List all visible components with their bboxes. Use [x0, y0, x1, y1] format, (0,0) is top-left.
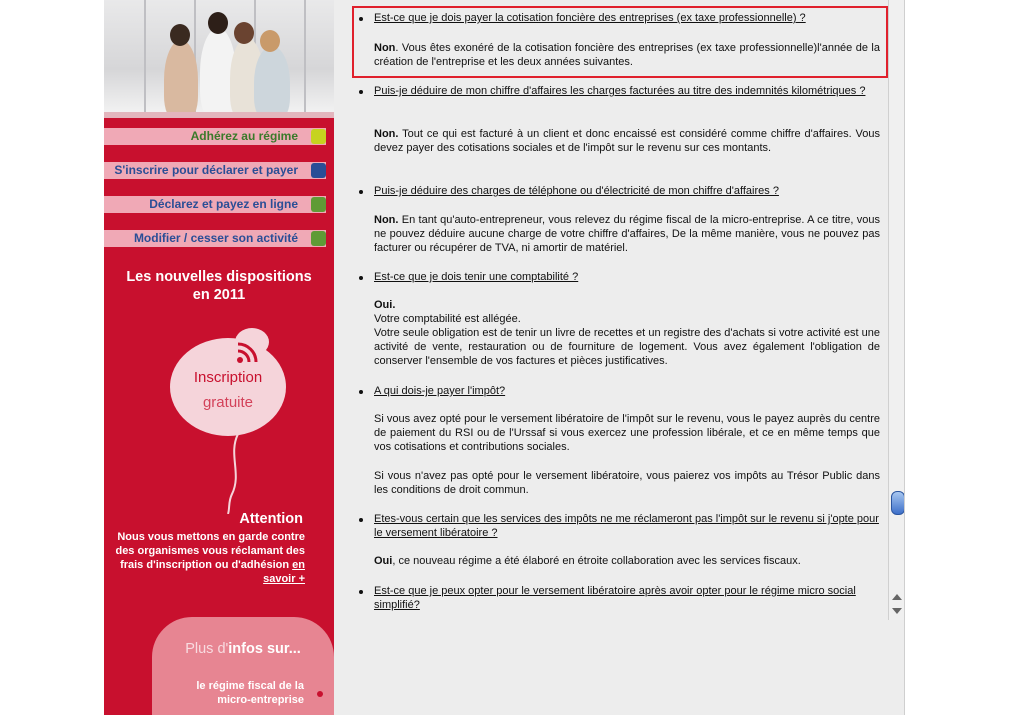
- bullet-icon: [359, 90, 363, 94]
- bullet-icon: [359, 590, 363, 594]
- faq-question[interactable]: Est-ce que je peux opter pour le versement libératoire après avoir opter pour le régime micro social simplifié?: [374, 585, 856, 611]
- menu-bullet-icon: [311, 197, 326, 212]
- vertical-scrollbar[interactable]: [888, 0, 905, 620]
- bullet-icon: [359, 518, 363, 522]
- attention-link[interactable]: en savoir +: [263, 559, 305, 585]
- menu-label: Adhérez au régime: [190, 129, 298, 143]
- menu-item-inscrire[interactable]: [104, 162, 326, 179]
- faq-question[interactable]: A qui dois-je payer l'impôt?: [374, 385, 506, 397]
- scrollbar-thumb[interactable]: [891, 491, 905, 515]
- more-info-link-line2: micro-entreprise: [217, 694, 304, 706]
- attention-body: Nous vous mettons en garde contre des organismes vous réclamant des frais d'inscription ou d'adhésion: [115, 531, 305, 571]
- faq-content: [350, 0, 888, 715]
- menu-item-declarez[interactable]: [104, 196, 326, 213]
- frame-border: [904, 0, 905, 715]
- header-photo: [104, 0, 334, 116]
- bullet-icon: [359, 276, 363, 280]
- answer-bold: Non.: [374, 214, 399, 226]
- inscription-balloon[interactable]: [170, 338, 286, 436]
- menu-item-modifier[interactable]: [104, 230, 326, 247]
- news-title[interactable]: [104, 268, 334, 304]
- more-info-prefix: Plus d': [185, 641, 229, 657]
- answer-bold: Oui: [374, 555, 393, 567]
- menu-bullet-icon: [311, 231, 326, 246]
- answer-bold: Non.: [374, 128, 399, 140]
- highlight-box: [352, 6, 888, 78]
- more-info-bold: infos sur...: [228, 641, 301, 657]
- faq-question[interactable]: Puis-je déduire des charges de téléphone ou d'électricité de mon chiffre d'affaires ?: [374, 185, 779, 197]
- faq-answer: [374, 298, 880, 368]
- faq-answer: Si vous avez opté pour le versement libératoire de l'impôt sur le revenu, vous le payez auprès du centre de paiement du RSI ou de l'Urssaf si vous exercez une profession libérale, et ce en même temps que vos cotisations et contributions sociales.: [374, 413, 880, 453]
- bullet-icon: [359, 390, 363, 394]
- faq-question[interactable]: Est-ce que je dois payer la cotisation foncière des entreprises (ex taxe professionnelle) ?: [374, 12, 806, 24]
- sidebar: [104, 0, 334, 715]
- faq-answer: [374, 213, 880, 255]
- more-info-link[interactable]: [174, 679, 304, 707]
- faq-answer: [374, 554, 880, 568]
- faq-answer: Si vous n'avez pas opté pour le versement libératoire, vous paierez vos impôts au Trésor Public dans les conditions de droit commun.: [374, 470, 880, 496]
- balloon-text-inscription: Inscription: [193, 369, 263, 386]
- balloon-text-gratuite: gratuite: [202, 394, 254, 411]
- answer-text: En tant qu'auto-entrepreneur, vous relevez du régime fiscal de la micro-entreprise. A ce titre, vous ne pouvez déduire aucune charge de votre chiffre d'affaires, De la même manière, vous ne pouvez pas facturer ou récupérer de TVA, ni amortir de matériel.: [374, 214, 880, 254]
- rss-icon: [236, 340, 260, 364]
- more-info-link-line1: le régime fiscal de la: [196, 680, 304, 692]
- news-title-line2: en 2011: [192, 287, 246, 303]
- menu-label: Modifier / cesser son activité: [133, 231, 298, 245]
- menu-label: Déclarez et payez en ligne: [149, 197, 298, 211]
- bullet-icon: [359, 190, 363, 194]
- attention-title: Attention: [239, 511, 303, 527]
- menu-bullet-icon: [311, 129, 326, 144]
- attention-text: [108, 530, 305, 586]
- photo-band: [104, 112, 334, 118]
- menu-bullet-icon: [311, 163, 326, 178]
- menu-label: S'inscrire pour déclarer et payer: [114, 163, 298, 177]
- more-info-dot-icon: [317, 691, 323, 697]
- faq-answer: [374, 127, 880, 155]
- balloon-string: [224, 434, 244, 514]
- answer-text: Votre comptabilité est allégée.: [374, 313, 521, 325]
- answer-text: , ce nouveau régime a été élaboré en étroite collaboration avec les services fiscaux.: [392, 555, 801, 567]
- answer-bold: Oui.: [374, 299, 396, 311]
- news-title-line1: Les nouvelles dispositions: [126, 269, 312, 285]
- faq-question[interactable]: Puis-je déduire de mon chiffre d'affaires les charges facturées au titre des indemnités kilométriques ?: [374, 85, 866, 97]
- more-info-title: [152, 641, 334, 657]
- answer-bold: Non: [374, 42, 396, 54]
- scroll-down-arrow-icon[interactable]: [892, 608, 902, 614]
- scroll-up-arrow-icon[interactable]: [892, 594, 902, 600]
- answer-text: Votre seule obligation est de tenir un livre de recettes et un registre des d'achats si votre activité est une activité de vente, restauration ou de fourniture de logement. Vous avez également l'obligation de conserver l'ensemble de vos factures et pièces justificatives.: [374, 327, 880, 367]
- answer-text: Tout ce qui est facturé à un client et donc encaissé est considéré comme chiffre d'affaires. Vous devez payer des cotisations sociales et de l'impôt sur le revenu sur ces montants.: [374, 128, 880, 154]
- faq-question[interactable]: Est-ce que je dois tenir une comptabilité ?: [374, 271, 579, 283]
- menu-item-adherez[interactable]: [104, 128, 326, 145]
- answer-text: . Vous êtes exonéré de la cotisation foncière des entreprises (ex taxe professionnelle)l'année de la création de l'entreprise et les deux années suivantes.: [374, 42, 880, 68]
- faq-question[interactable]: Etes-vous certain que les services des impôts ne me réclameront pas l'impôt sur le revenu si j'opte pour le versement libératoire ?: [374, 513, 879, 539]
